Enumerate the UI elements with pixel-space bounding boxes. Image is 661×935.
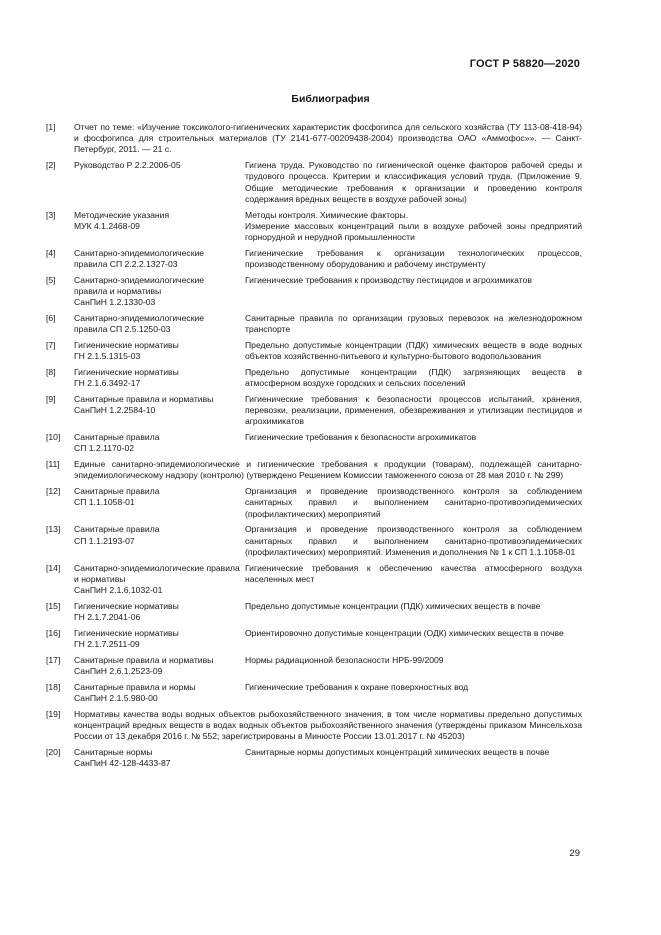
bibliography-entry <box>46 655 582 677</box>
entry-number: [6] <box>46 313 56 324</box>
entry-source: Гигиенические нормативы ГН 2.1.7.2041-06 <box>74 600 179 623</box>
entry-source: Гигиенические нормативы ГН 2.1.5.1315-03 <box>74 340 179 362</box>
entry-description: Гигиенические требования к охране поверхностных вод <box>245 681 469 692</box>
entry-number: [5] <box>46 274 56 285</box>
bibliography-entry <box>46 367 582 389</box>
entry-description: Предельно допустимые концентрации (ПДК) химических веществ в воде водных объектов хозяйственно-питьевого и культурно-бытового водопользования <box>245 340 582 362</box>
entry-description: Организация и проведение производственного контроля за соблюдением санитарных правил и выполнением санитарно-противоэпидемических (профилактических) мероприятий. Изменения и дополнения № 1 к СП 1.1.1058-01 <box>245 524 582 557</box>
entry-number: [8] <box>46 367 56 378</box>
entry-source: Санитарно-эпидемиологические правила СП 2.2.2.1327-03 <box>74 247 205 270</box>
bibliography-list <box>46 122 582 774</box>
bibliography-entry <box>46 122 582 156</box>
bibliography-entry <box>46 459 582 481</box>
bibliography-entry <box>46 248 582 270</box>
entry-source: Санитарные правила СП 1.1.1058-01 <box>74 486 160 508</box>
entry-number: [15] <box>46 600 61 611</box>
entry-description: Предельно допустимые концентрации (ПДК) загрязняющих веществ в атмосферном воздухе городских и сельских поселений <box>245 367 582 389</box>
bibliography-entry <box>46 563 582 597</box>
entry-source: Методические указания МУК 4.1.2468-09 <box>74 209 170 231</box>
entry-number: [12] <box>46 486 61 497</box>
entry-description: Гигиенические требования к обеспечению качества атмосферного воздуха населенных мест <box>245 562 582 584</box>
entry-number: [3] <box>46 209 56 220</box>
entry-source: Гигиенические нормативы ГН 2.1.7.2511-09 <box>74 627 179 650</box>
bibliography-entry <box>46 340 582 362</box>
page-title: Библиография <box>291 93 370 105</box>
entry-description: Гигиенические требования к организации технологических процессов, производственному оборудованию и рабочему инструменту <box>245 247 582 270</box>
bibliography-entry <box>46 313 582 335</box>
bibliography-entry <box>46 601 582 623</box>
entry-number: [13] <box>46 524 61 535</box>
entry-source: Гигиенические нормативы ГН 2.1.6.3492-17 <box>74 367 179 389</box>
entry-description: Санитарные нормы допустимых концентраций химических веществ в почве <box>245 747 550 758</box>
entry-number: [16] <box>46 627 61 638</box>
entry-number: [18] <box>46 681 61 692</box>
entry-description: Нормы радиационной безопасности НРБ-99/2009 <box>245 654 444 665</box>
entry-number: [17] <box>46 654 61 665</box>
bibliography-entry <box>46 628 582 650</box>
entry-number: [14] <box>46 562 61 573</box>
entry-full-text: Отчет по теме: «Изучение токсиколого-гигиенических характеристик фосфогипса для сельского хозяйства (ТУ 113-08-418-94) и фосфогипса для строительных материалов (ТУ 2141-677-00209438-2004) производства ОАО «Аммофос»». — Санкт-Петербург, 2011. — 21 с. <box>74 122 582 155</box>
bibliography-entry <box>46 394 582 428</box>
entry-number: [1] <box>46 122 56 132</box>
bibliography-entry <box>46 210 582 244</box>
entry-source: Санитарные правила и нормативы СанПиН 1.2.2584-10 <box>74 394 214 416</box>
entry-number: [10] <box>46 432 61 443</box>
entry-description: Методы контроля. Химические факторы. Измерение массовых концентраций пыли в воздухе рабочей зоны предприятий горнорудной и нерудной промышленности <box>245 209 582 243</box>
entry-description: Гигиенические требования к безопасности агрохимикатов <box>245 432 477 443</box>
entry-full-text: Нормативы качества воды водных объектов рыбохозяйственного значения, в том числе нормативы предельно допустимых концентраций вредных веществ в водах водных объектов рыбохозяйственного значения (утверждены приказом Минсельхоза России от 13 декабря 2016 г. № 552; зарегистрированы в Минюсте России 13.01.2017 г. № 45203) <box>74 708 582 742</box>
entry-number: [20] <box>46 747 61 758</box>
bibliography-entry <box>46 160 582 205</box>
bibliography-entry <box>46 486 582 520</box>
entry-description: Гигиена труда. Руководство по гигиенической оценке факторов рабочей среды и трудового процесса. Критерии и классификация условий труда. (Приложение 9. Общие методические требования к организации и проведению контроля содержания вредных веществ в воздухе рабочей зоны) <box>245 160 582 204</box>
entry-source: Санитарно-эпидемиологические правила и нормативы СанПиН 1.2.1330-03 <box>74 274 205 308</box>
bibliography-entry <box>46 709 582 743</box>
document-code: ГОСТ Р 58820—2020 <box>469 58 580 70</box>
entry-number: [7] <box>46 340 56 351</box>
entry-description: Предельно допустимые концентрации (ПДК) химических веществ в почве <box>245 600 541 611</box>
entry-source: Санитарные правила и нормативы СанПиН 2.6.1.2523-09 <box>74 654 214 677</box>
entry-number: [19] <box>46 708 61 719</box>
entry-source: Санитарные правила СП 1.2.1170-02 <box>74 432 160 454</box>
entry-description: Санитарные правила по организации грузовых перевозок на железнодорожном транспорте <box>245 313 582 335</box>
entry-full-text: Единые санитарно-эпидемиологические и гигиенические требования к продукции (товарам), подлежащей санитарно-эпидемиологическому надзору (контролю) (утверждено Решением Комиссии таможенного союза от 28 мая 2010 г. № 299) <box>74 459 582 481</box>
bibliography-entry <box>46 682 582 704</box>
entry-number: [4] <box>46 247 56 258</box>
entry-description: Организация и проведение производственного контроля за соблюдением санитарных правил и выполнением санитарно-противоэпидемических (профилактических) мероприятий <box>245 486 582 519</box>
entry-source: Руководство Р 2.2.2006-05 <box>74 160 181 171</box>
entry-number: [9] <box>46 394 56 405</box>
entry-source: Санитарные правила и нормы СанПиН 2.1.5.980-00 <box>74 681 196 704</box>
entry-number: [11] <box>46 459 60 470</box>
bibliography-entry <box>46 747 582 769</box>
entry-description: Ориентировочно допустимые концентрации (ОДК) химических веществ в почве <box>245 627 564 638</box>
entry-number: [2] <box>46 160 56 171</box>
entry-description: Гигиенические требования к безопасности процессов испытаний, хранения, перевозки, реализации, применения, обезвреживания и утилизации пестицидов и агрохимикатов <box>245 394 582 427</box>
entry-source: Санитарные нормы СанПиН 42-128-4433-87 <box>74 747 171 769</box>
page-number: 29 <box>569 848 580 859</box>
bibliography-entry <box>46 524 582 558</box>
entry-source: Санитарно-эпидемиологические правила СП 2.5.1250-03 <box>74 313 205 335</box>
entry-source: Санитарно-эпидемиологические правила и нормативы СанПиН 2.1.6.1032-01 <box>74 562 240 596</box>
bibliography-entry <box>46 275 582 309</box>
entry-description: Гигиенические требования к производству пестицидов и агрохимикатов <box>245 274 532 285</box>
entry-source: Санитарные правила СП 1.1.2193-07 <box>74 524 160 546</box>
bibliography-entry <box>46 432 582 454</box>
